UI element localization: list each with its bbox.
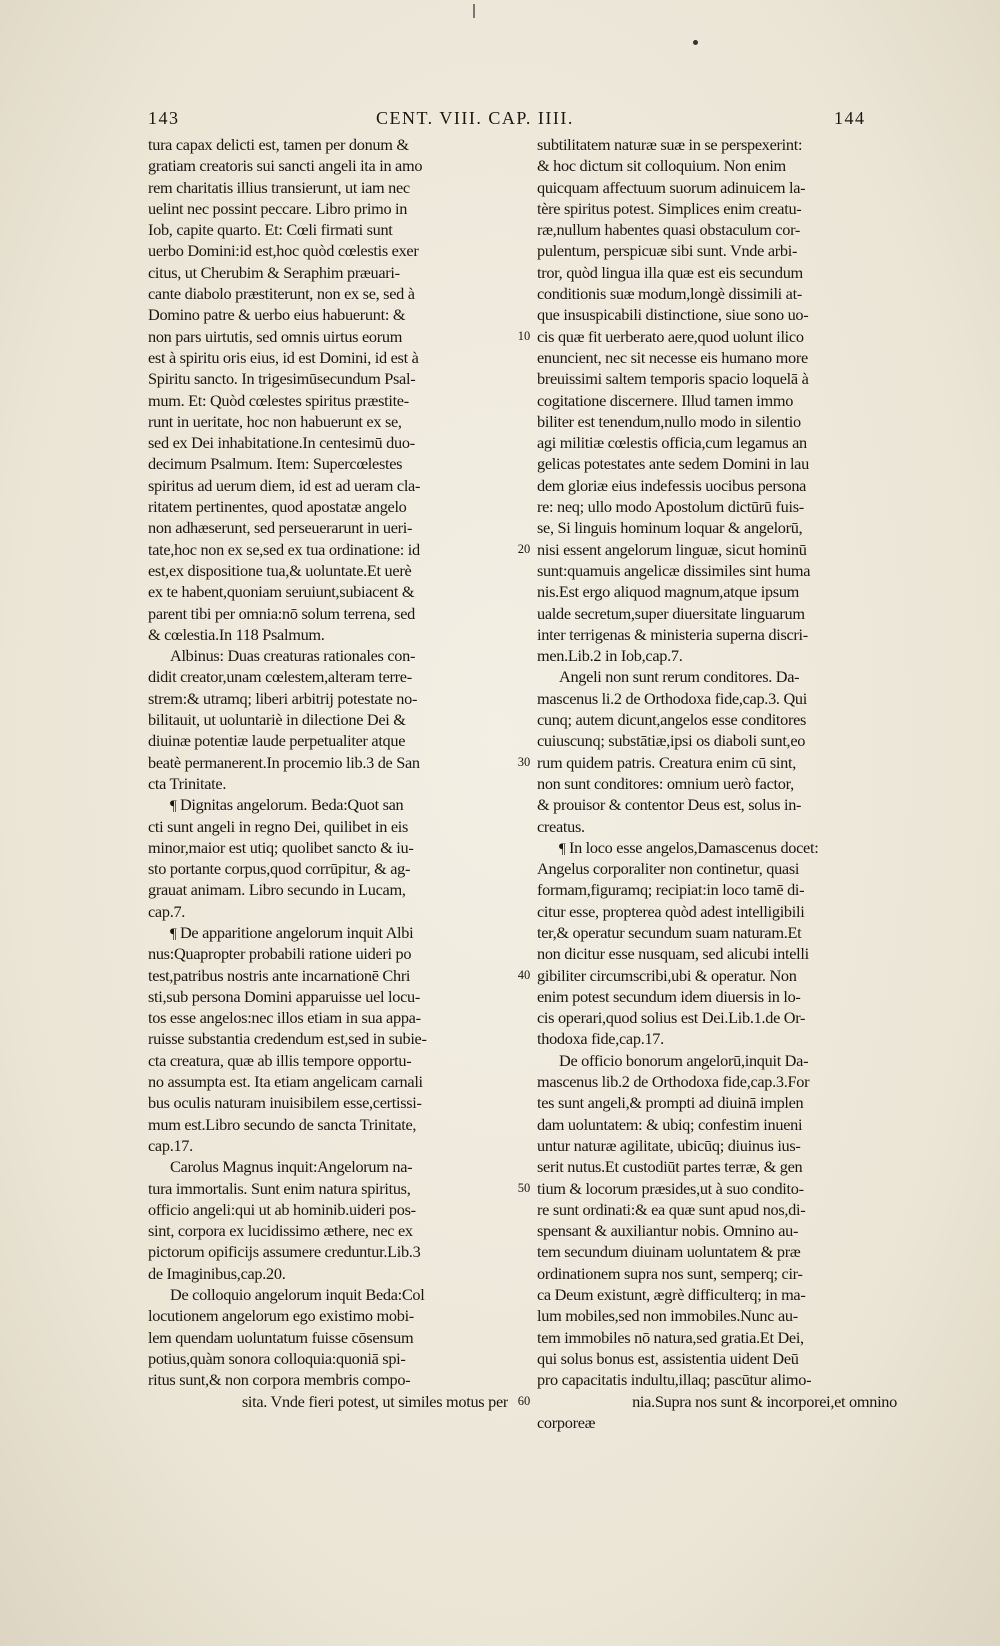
text-line: cta creatura, quæ ab illis tempore opportu- — [148, 1050, 412, 1070]
text-line: nia.Supra nos sunt & incorporei,et omnino — [632, 1391, 897, 1411]
text-line: dem gloriæ eius indefessis uocibus persona — [537, 475, 807, 495]
page-number-right: 144 — [834, 108, 866, 128]
text-line: rum quidem patris. Creatura enim cū sint, — [537, 752, 796, 772]
text-line: cogitatione discernere. Illud tamen immo — [537, 390, 794, 410]
line-number: 60 — [517, 1393, 531, 1408]
text-line: ordinationem supra nos sunt, semperq; cir- — [537, 1263, 803, 1283]
text-line: Iob, capite quarto. Et: Cœli firmati sunt — [148, 220, 393, 240]
text-line: ræ,nullum habentes quasi obstaculum cor- — [537, 220, 801, 240]
text-line: decimum Psalmum. Item: Supercœlestes — [148, 454, 403, 474]
text-line: est,ex dispositione tua,& uoluntate.Et uerè — [148, 560, 412, 580]
text-line: inter terrigenas & ministeria superna discri- — [537, 624, 808, 644]
line-number: 30 — [517, 754, 531, 769]
text-line: serit nutus.Et custodiūt partes terræ, & gen — [537, 1157, 803, 1177]
text-line: ¶ De apparitione angelorum inquit Albi — [148, 922, 508, 943]
text-line: Carolus Magnus inquit:Angelorum na- — [170, 1157, 413, 1177]
text-line: pulentum, perspicuæ sibi sunt. Vnde arbi- — [537, 241, 798, 261]
text-line: mum est.Libro secundo de sancta Trinitate, — [148, 1114, 417, 1134]
text-line: tura immortalis. Sunt enim natura spiritus, — [148, 1178, 411, 1198]
text-line: ter,& operatur secundum suam naturam.Et — [537, 922, 802, 942]
text-line: quicquam affectuum suorum adinuicem la- — [537, 177, 806, 197]
text-line: Albinus: Duas creaturas rationales con- — [170, 646, 416, 666]
text-line: no assumpta est. Ita etiam angelicam carnali — [148, 1072, 423, 1092]
text-line: cti sunt angeli in regno Dei, quilibet in eis — [148, 816, 409, 836]
text-line: tura capax delicti est, tamen per donum & — [148, 135, 409, 154]
text-line: grauat animam. Libro secundo in Lucam, — [148, 880, 406, 900]
text-line: men.Lib.2 in Iob,cap.7. — [537, 646, 683, 666]
line-number: 20 — [517, 541, 531, 556]
text-line: officio angeli:qui ut ab hominib.uideri pos- — [148, 1199, 416, 1219]
text-line: subtilitatem naturæ suæ in se perspexerint: — [537, 135, 803, 154]
text-line: Angelus corporaliter non continetur, quasi — [537, 859, 800, 879]
line-number: 40 — [517, 967, 531, 982]
text-line: Domino patre & uerbo eius habuerunt: & — [148, 305, 406, 325]
text-line: formam,figuramq; recipiat:in loco tamē di- — [537, 880, 805, 900]
left-column — [148, 134, 508, 1464]
text-line: spensant & auxiliantur nobis. Omnino au- — [537, 1221, 799, 1241]
text-line: se, Si linguis hominum loquar & angelorū, — [537, 518, 803, 538]
text-line: strem:& utramq; liberi arbitrij potestate no- — [148, 688, 418, 708]
text-line: sto portante corpus,quod corrūpitur, & ag- — [148, 859, 411, 879]
text-line: tate,hoc non ex se,sed ex tua ordinatione: id — [148, 539, 420, 559]
text-line: est à spiritu oris eius, id est Domini, id est à — [148, 347, 419, 367]
text-line: cap.17. — [148, 1135, 193, 1155]
text-line: tror, quòd lingua illa quæ est eis secundum — [537, 262, 803, 282]
text-line: gibiliter circumscribi,ubi & operatur. Non — [537, 965, 797, 985]
line-number: 50 — [517, 1180, 531, 1195]
text-line: rem charitatis illius transierunt, ut iam nec — [148, 177, 410, 197]
text-line: gratiam creatoris sui sancti angeli ita in amo — [148, 156, 423, 176]
text-line: biliter est tenendum,nullo modo in silentio — [537, 411, 801, 431]
text-line: De colloquio angelorum inquit Beda:Col — [170, 1285, 425, 1305]
text-line: & cœlestia.In 118 Psalmum. — [148, 624, 325, 644]
text-line: breuissimi saltem temporis spacio loquelā à — [537, 369, 809, 389]
text-line: corporeæ — [537, 1412, 596, 1432]
text-line: ritus sunt,& non corpora membris compo- — [148, 1370, 411, 1390]
top-ink-mark — [473, 4, 475, 18]
text-line: parent tibi per omnia:nō solum terrena, sed — [148, 603, 415, 623]
text-line: de Imaginibus,cap.20. — [148, 1263, 286, 1283]
text-line: nisi essent angelorum linguæ, sicut hominū — [537, 539, 807, 559]
text-line: tère spiritus potest. Simplices enim creatu- — [537, 198, 802, 218]
text-line: & hoc dictum sit colloquium. Non enim — [537, 156, 786, 176]
text-line: tem immobiles nō natura,sed gratia.Et Dei, — [537, 1327, 804, 1347]
right-column — [537, 134, 897, 1464]
text-line: tem secundum diuinam uoluntatem & præ — [537, 1242, 801, 1262]
text-line: ¶ In loco esse angelos,Damascenus docet: — [537, 837, 897, 858]
text-line: cante diabolo præstiterunt, non ex se, sed à — [148, 284, 415, 304]
text-line: cis quæ fit uerberato aere,quod uolunt ilico — [537, 326, 804, 346]
text-line: ritatem pertinentes, quod apostatæ angelo — [148, 497, 407, 517]
text-line: citus, ut Cherubim & Seraphim præuari- — [148, 262, 400, 282]
text-line: enuncient, nec sit necesse eis humano more — [537, 347, 808, 367]
text-line: runt in ueritate, hoc non habuerunt ex se, — [148, 411, 402, 431]
text-line: re: neq; ullo modo Apostolum dictūrū fuis- — [537, 497, 804, 517]
text-line: nis.Est ergo aliquod magnum,atque ipsum — [537, 582, 800, 602]
text-line: bilitauit, ut uoluntariè in dilectione Dei & — [148, 710, 406, 730]
text-line: cis operari,quod solius est Dei.Lib.1.de Or- — [537, 1008, 806, 1028]
text-line: cunq; autem dicunt,angelos esse conditores — [537, 710, 807, 730]
text-line: que insuspicabili distinctione, siue sono uo- — [537, 305, 809, 325]
text-line: lem quendam uoluntatum fuisse cōsensum — [148, 1327, 414, 1347]
text-line: sed ex Dei inhabitatione.In centesimū duo- — [148, 433, 415, 453]
line-number: 10 — [517, 328, 531, 343]
text-line: enim potest secundum idem diuersis in lo- — [537, 986, 801, 1006]
text-line: tes sunt angeli,& prompti ad diuinā implen — [537, 1093, 804, 1113]
text-line: non dicitur esse nusquam, sed alicubi intelli — [537, 944, 809, 964]
text-line: diuinæ potentiæ laude perpetualiter atque — [148, 731, 406, 751]
text-line: pictorum opificijs assumere creduntur.Lib.3 — [148, 1242, 421, 1262]
text-line: bus oculis naturam inuisibilem esse,certissi- — [148, 1093, 422, 1113]
text-line: sti,sub persona Domini apparuisse uel locu- — [148, 986, 420, 1006]
text-line: sita. Vnde fieri potest, ut similes motus per — [241, 1391, 508, 1411]
text-line: tium & locorum præsides,ut à suo condito- — [537, 1178, 804, 1198]
text-line: mascenus li.2 de Orthodoxa fide,cap.3. Qui — [537, 688, 807, 708]
text-line: creatus. — [537, 816, 585, 836]
text-line: re sunt ordinati:& ea quæ sunt apud nos,di- — [537, 1199, 806, 1219]
text-line: tos esse angelos:nec illos etiam in sua appa- — [148, 1008, 421, 1028]
text-line: citur esse, propterea quòd adest intelligibili — [537, 901, 805, 921]
text-line: ca Deum existunt, ægrè difficulterq; in ma- — [537, 1285, 806, 1305]
text-line: cta Trinitate. — [148, 773, 227, 793]
text-line: non sunt conditores: omnium uerò factor, — [537, 773, 794, 793]
text-line: untur naturæ agilitate, ubicūq; diuinus ius- — [537, 1135, 801, 1155]
page-number-left: 143 — [148, 108, 180, 128]
text-line: non adhæserunt, sed perseuerarunt in ueri- — [148, 518, 413, 538]
text-line: nus:Quapropter probabili ratione uideri po — [148, 944, 412, 964]
text-line: & prouisor & contentor Deus est, solus in- — [537, 795, 802, 815]
text-line: agi militiæ cœlestis officia,cum legamus an — [537, 433, 807, 453]
text-line: beatè permanerent.In procemio lib.3 de San — [148, 752, 420, 772]
text-line: qui solus bonus est, assistentia uident Deū — [537, 1348, 799, 1368]
text-line: De officio bonorum angelorū,inquit Da- — [559, 1050, 809, 1070]
text-line: sunt:quamuis angelicæ dissimiles sint huma — [537, 560, 811, 580]
text-line: cuiuscunq; substātiæ,ipsi os diaboli sunt,eo — [537, 731, 806, 751]
text-line: potius,quàm sonora colloquia:quoniā spi- — [148, 1348, 406, 1368]
text-line: ex te habent,quoniam seruiunt,subiacent & — [148, 582, 415, 602]
text-line: didit creator,unam cœlestem,alteram terre- — [148, 667, 412, 687]
text-line: ¶ Dignitas angelorum. Beda:Quot san — [148, 794, 508, 815]
running-header — [148, 108, 878, 132]
text-line: non pars uirtutis, sed omnis uirtus eorum — [148, 326, 403, 346]
text-line: gelicas potestates ante sedem Domini in lau — [537, 454, 809, 474]
text-line: Angeli non sunt rerum conditores. Da- — [559, 667, 800, 687]
text-line: conditionis suæ modum,longè dissimili at- — [537, 284, 802, 304]
text-line: minor,maior est utiq; quolibet sancto & iu- — [148, 837, 414, 857]
text-line: spiritus ad uerum diem, id est ad ueram cla- — [148, 475, 421, 495]
text-line: Spiritu sancto. In trigesimūsecundum Psal- — [148, 369, 416, 389]
running-title: CENT. VIII. CAP. IIII. — [376, 108, 574, 128]
text-line: mum. Et: Quòd cœlestes spiritus præstite- — [148, 390, 409, 410]
text-line: pro capacitatis indultu,illaq; pascūtur alimo- — [537, 1370, 812, 1390]
text-line: locutionem angelorum ego existimo mobi- — [148, 1306, 414, 1326]
text-line: uelint nec possint peccare. Libro primo in — [148, 198, 408, 218]
text-line: cap.7. — [148, 901, 186, 921]
text-line: thodoxa fide,cap.17. — [537, 1029, 664, 1049]
text-line: sint, corpora ex lucidissimo æthere, nec ex — [148, 1221, 413, 1241]
ink-dot — [693, 40, 698, 45]
text-line: ualde secretum,super diuersitate linguarum — [537, 603, 805, 623]
text-line: uerbo Domini:id est,hoc quòd cœlestis exer — [148, 241, 419, 261]
text-line: lum mobiles,sed non immobiles.Nunc au- — [537, 1306, 798, 1326]
text-line: mascenus lib.2 de Orthodoxa fide,cap.3.For — [537, 1072, 810, 1092]
text-line: dam uoluntatem: & ubiq; confestim inueni — [537, 1114, 803, 1134]
text-line: test,patribus nostris ante incarnationē Chri — [148, 965, 411, 985]
text-line: ruisse substantia credendum est,sed in subie- — [148, 1029, 427, 1049]
